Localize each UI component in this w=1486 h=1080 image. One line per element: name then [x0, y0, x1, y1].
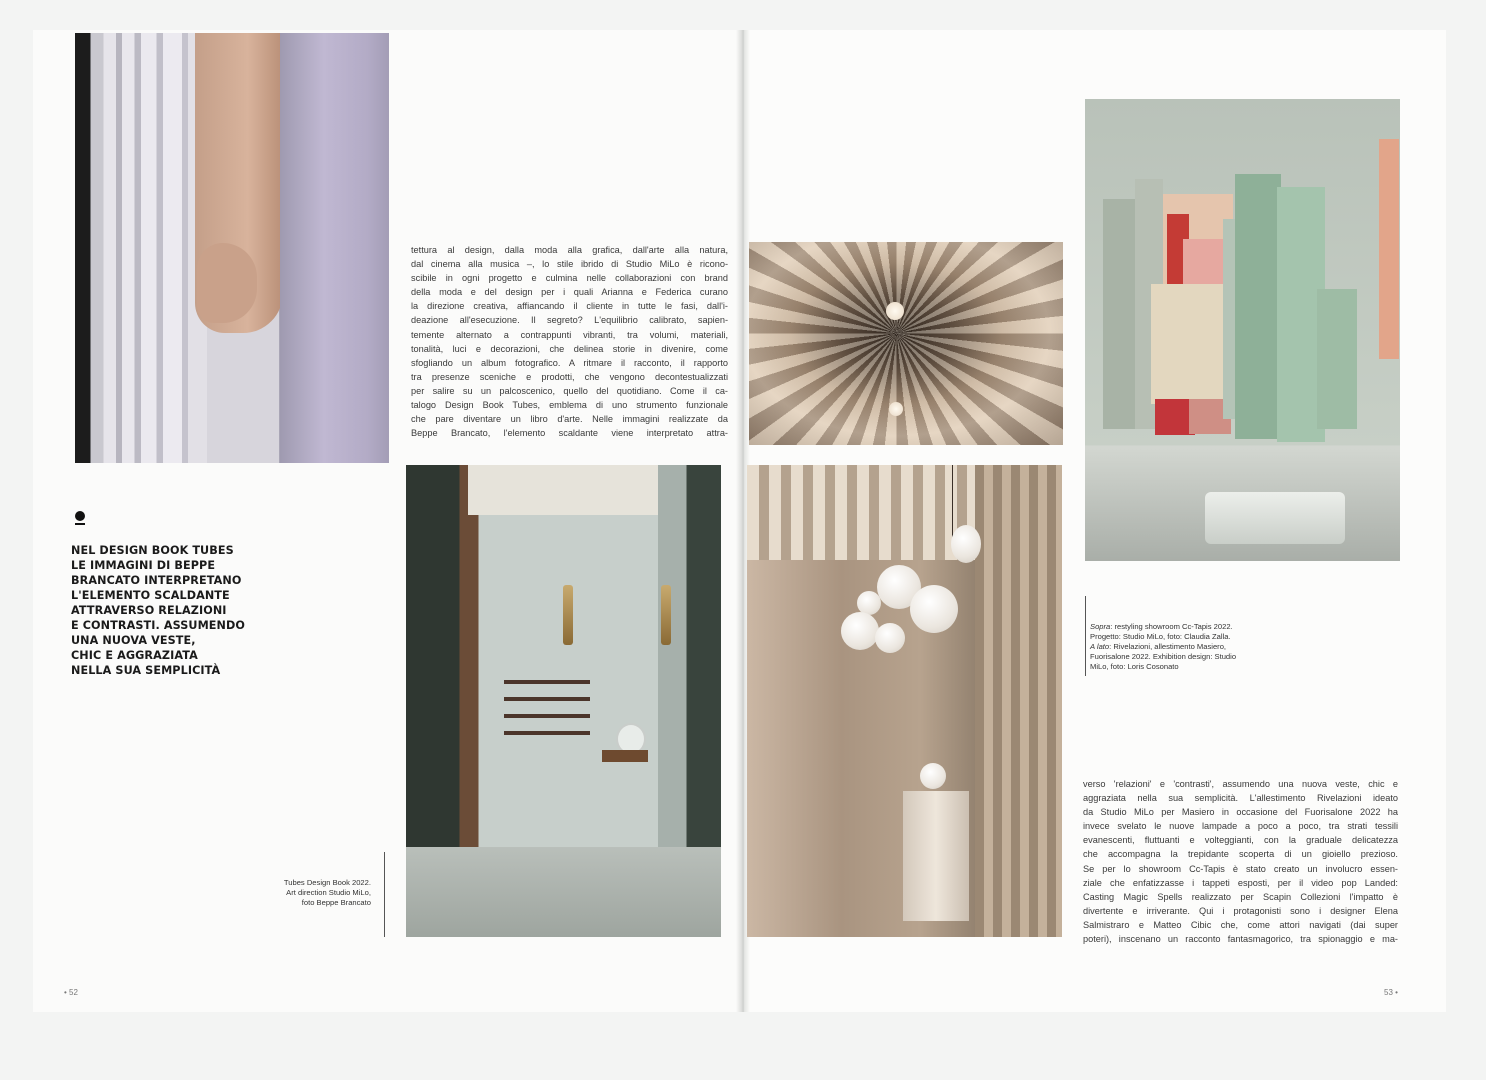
- body-line: della moda e del design per i quali Arianna e Federica curano: [411, 287, 728, 298]
- caption-text: : Rivelazioni, allestimento Masiero,: [1109, 642, 1227, 651]
- rug-swatch: [1317, 289, 1357, 429]
- body-line: tettura al design, dalla moda alla grafica, dall'arte alla natura,: [411, 245, 728, 255]
- bullet-underline: [75, 523, 85, 525]
- light-bulb: [889, 402, 903, 416]
- pull-quote: [71, 543, 261, 678]
- rug-swatch: [1379, 139, 1399, 359]
- page-number-left: • 52: [64, 988, 78, 997]
- right-photo-caption: [1090, 622, 1270, 672]
- pull-quote-line: BRANCATO INTERPRETANO: [71, 574, 242, 587]
- pendant-lamps-photo: [747, 465, 1062, 937]
- pull-quote-line: E CONTRASTI. ASSUMENDO: [71, 619, 246, 632]
- caption-line: [1090, 652, 1270, 662]
- body-line: da Studio MiLo per Masiero in occasione del Fuorisalone 2022 ha: [1083, 807, 1398, 818]
- body-line: per salire su un palcoscenico, quello del quotidiano. Come il ca-: [411, 385, 728, 396]
- caption-line: Tubes Design Book 2022.: [283, 878, 371, 887]
- caption-text: : restyling showroom Cc-Tapis 2022.: [1110, 622, 1233, 631]
- caption-text: Fuorisalone 2022. Exhibition design: Studio: [1090, 652, 1237, 661]
- body-line: evanescenti, fluttuanti e volteggianti, con la graduale delicatezza: [1083, 835, 1398, 846]
- ruffle-ceiling-photo: [749, 242, 1063, 445]
- right-body-text: [1083, 777, 1398, 946]
- body-line: verso 'relazioni' e 'contrasti', assumendo una nuova veste, chic e: [1083, 779, 1398, 789]
- body-line: ziale che enfatizzasse i tappeti esposti, per il video pop Landed:: [1083, 877, 1398, 888]
- caption-label: Sopra: [1090, 622, 1111, 631]
- pull-quote-line: UNA NUOVA VESTE,: [71, 634, 196, 647]
- wall-sconce: [661, 585, 671, 645]
- body-line: Beppe Brancato, l'elemento scaldante viene interpretato attra-: [411, 428, 728, 439]
- side-table: [602, 750, 648, 762]
- caption-text: Progetto: Studio MiLo, foto: Claudia Zalla.: [1090, 632, 1231, 641]
- light-bulb: [886, 302, 904, 320]
- body-line: temente alternato a contrappunti vibranti, tra volumi, materiali,: [411, 329, 728, 340]
- body-line: Casting Magic Spells realizzato per Scapin Collezioni l'impatto è: [1083, 891, 1398, 902]
- pull-quote-line: L'ELEMENTO SCALDANTE: [71, 589, 230, 602]
- body-line: che pare diventare un libro d'arte. Nelle immagini realizzate da: [411, 414, 728, 425]
- caption-line: [1090, 642, 1270, 652]
- pull-quote-line: LE IMMAGINI DI BEPPE: [71, 559, 216, 572]
- left-photo-caption: [250, 878, 371, 908]
- woman-radiator-photo: [75, 33, 389, 463]
- wall-shelf: [504, 714, 590, 718]
- body-line: poteri), inscenano un racconto fantasmagorico, tra spionaggio e ma-: [1083, 934, 1398, 945]
- ceiling-shape: [468, 465, 658, 515]
- body-line: dal cinema alla musica –, lo stile ibrido di Studio MiLo è ricono-: [411, 259, 728, 270]
- pull-quote-line: NELLA SUA SEMPLICITÀ: [71, 664, 221, 677]
- wall-shelf: [504, 680, 590, 684]
- globe-lamp: [841, 612, 879, 650]
- caption-line: [1090, 632, 1270, 642]
- globe-lamp: [875, 623, 905, 653]
- pull-quote-line: NEL DESIGN BOOK TUBES: [71, 544, 234, 557]
- page-number-right: 53 •: [1384, 988, 1398, 997]
- rug-swatch: [1151, 284, 1223, 404]
- rug-swatch: [1235, 174, 1281, 439]
- body-line: sfogliando un album fotografico. A ritmare il racconto, il rapporto: [411, 357, 728, 368]
- hand-shape: [197, 243, 257, 323]
- floor-shape: [406, 847, 721, 937]
- rug-wall-photo: [1085, 99, 1400, 561]
- caption-line: [1090, 662, 1270, 672]
- caption-rule: [384, 852, 385, 937]
- pull-quote-line: CHIC E AGGRAZIATA: [71, 649, 198, 662]
- body-line: invece svelato le nuove lampade a poco a poco, tra strati tessili: [1083, 821, 1398, 832]
- bullet-dot-icon: [75, 511, 85, 521]
- body-line: tonalità, luci e decorazioni, che delinea storie in divenire, come: [411, 343, 728, 354]
- body-line: scibile in ogni progetto e culmina nelle collaborazioni con brand: [411, 273, 728, 284]
- body-line: deazione all'esecuzione. Il segreto? L'equilibrio calibrato, sapien-: [411, 315, 728, 326]
- caption-line: [1090, 622, 1270, 632]
- body-line: che accompagna la trepidante scoperta di un gioiello prezioso.: [1083, 849, 1398, 860]
- dress-shape: [280, 33, 389, 463]
- ruffle-pattern: [749, 242, 1063, 445]
- corridor-photo: [406, 465, 721, 937]
- pull-quote-line: ATTRAVERSO RELAZIONI: [71, 604, 227, 617]
- body-line: talogo Design Book Tubes, emblema di uno strumento funzionale: [411, 400, 728, 411]
- body-line: Salmistraro e Matteo Cibic che, come attori navigati (dai super: [1083, 919, 1398, 930]
- display-plinth: [903, 791, 969, 921]
- curtain-drape: [975, 465, 1062, 937]
- wall-shelf: [504, 731, 590, 735]
- caption-line: Art direction Studio MiLo,: [286, 888, 371, 897]
- body-line: la direzione creativa, affiancando il cliente in tutte le fasi, dall'i-: [411, 301, 728, 312]
- body-line: divertente e irriverante. Qui i protagonisti sono i designer Elena: [1083, 905, 1398, 916]
- body-line: tra presenze sceniche e prodotti, che vengono decontestualizzati: [411, 371, 728, 382]
- bench-seat: [1205, 492, 1345, 544]
- wall-sconce: [563, 585, 573, 645]
- caption-label: A lato: [1090, 642, 1110, 651]
- globe-lamp: [951, 525, 981, 563]
- caption-line: foto Beppe Brancato: [301, 898, 371, 907]
- caption-rule-right: [1085, 596, 1086, 676]
- caption-text: MiLo, foto: Loris Cosonato: [1090, 662, 1179, 671]
- body-line: aggraziata nella sua semplicità. L'allestimento Rivelazioni ideato: [1083, 793, 1398, 804]
- globe-lamp: [910, 585, 958, 633]
- left-body-text: [411, 243, 728, 440]
- body-line: Se per lo showroom Cc-Tapis è stato creato un involucro essen-: [1083, 863, 1398, 874]
- wall-shelf: [504, 697, 590, 701]
- table-globe-lamp: [920, 763, 946, 789]
